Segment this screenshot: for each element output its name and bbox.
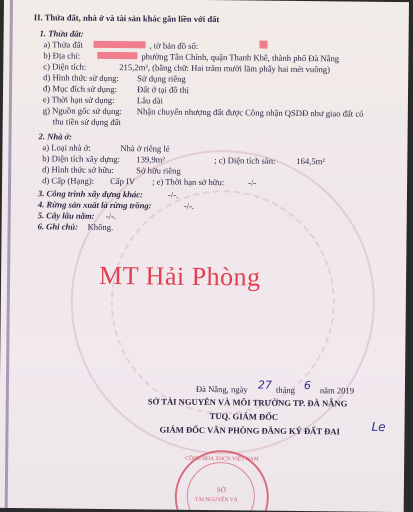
address-label: b) Địa chỉ: bbox=[43, 50, 81, 61]
redaction-mark bbox=[93, 41, 145, 49]
item-3-heading: 3. Công trình xây dựng khác: bbox=[37, 188, 143, 200]
item-2-heading: 2. Nhà ở: bbox=[38, 131, 73, 142]
page-border bbox=[5, 0, 13, 508]
usage-term-value: Lâu dài bbox=[136, 95, 164, 106]
signature-initials: Le bbox=[371, 419, 386, 434]
grade-label: d) Cấp (Hạng): bbox=[42, 175, 95, 186]
seal-top-text: CỘNG HÒA XHCN VIỆT NAM bbox=[185, 455, 259, 463]
origin-value-cont: thu tiền sử dụng đất bbox=[52, 116, 121, 128]
date-month-label: tháng bbox=[275, 384, 296, 395]
map-sheet-label: , tờ bản đồ số: bbox=[149, 40, 199, 51]
ownership-term-label: ; e) Thời hạn sở hữu: bbox=[152, 176, 225, 188]
house-type-label: a) Loại nhà ở: bbox=[42, 142, 91, 153]
org-line-3: GIÁM ĐỐC VĂN PHÒNG ĐĂNG KÝ ĐẤT ĐAI bbox=[159, 424, 340, 437]
item-4-value: -/-. bbox=[183, 200, 195, 211]
usage-form-label: d) Hình thức sử dụng: bbox=[43, 72, 119, 84]
item-6-heading: 6. Ghi chú: bbox=[37, 221, 79, 232]
seal-bottom-text: TÀI NGUYÊN VÀ bbox=[194, 496, 238, 504]
background-emblem-inner bbox=[110, 189, 336, 415]
date-year: năm 2019 bbox=[319, 385, 355, 396]
grade-value: Cấp IV bbox=[110, 176, 136, 187]
origin-label: g) Nguồn gốc sử dụng: bbox=[42, 105, 123, 117]
area-value: 215,2m², (bằng chữ: Hai trăm mười lăm phẩy hai mét vuông) bbox=[119, 62, 331, 75]
origin-value: Nhận chuyển nhượng đất được Công nhận QSDĐ như giao đất có bbox=[136, 106, 364, 119]
usage-form-value: Sử dụng riêng bbox=[137, 73, 186, 84]
section-title: II. Thửa đất, nhà ở và tài sản khác gắn liền với đất bbox=[33, 12, 220, 25]
watermark-text: MT Hải Phòng bbox=[98, 260, 261, 292]
usage-purpose-value: Đất ở tại đô thị bbox=[137, 84, 189, 95]
floor-area-value: 164,5m² bbox=[296, 155, 325, 167]
redaction-mark bbox=[97, 52, 137, 59]
address-value: phường Tân Chính, quận Thanh Khê, thành phố Đà Nẵng bbox=[141, 51, 340, 64]
built-area-label: b) Diện tích xây dựng: bbox=[42, 153, 121, 165]
area-label: c) Diện tích: bbox=[43, 61, 87, 72]
org-line-2: TUQ. GIÁM ĐỐC bbox=[209, 411, 279, 422]
item-4-heading: 4. Rừng sản xuất là rừng trồng: bbox=[37, 199, 152, 211]
seal-middle-text: SỞ bbox=[216, 486, 226, 495]
ownership-form-value: Sở hữu riêng bbox=[136, 165, 181, 176]
floor-area-label: ; c) Diện tích sàn: bbox=[214, 155, 276, 166]
item-3-value: -/-. bbox=[167, 189, 179, 200]
item-5-heading: 5. Cây lâu năm: bbox=[37, 210, 95, 221]
usage-purpose-label: đ) Mục đích sử dụng: bbox=[43, 83, 118, 95]
house-type-value: Nhà ở riêng lẻ bbox=[120, 143, 170, 154]
item-1-heading: 1. Thửa đất: bbox=[39, 28, 84, 39]
item-6-value: Không. bbox=[87, 221, 114, 233]
date-day: 27 bbox=[257, 378, 273, 392]
org-line-1: SỞ TÀI NGUYÊN VÀ MÔI TRƯỜNG TP. ĐÀ NẴNG bbox=[147, 396, 348, 409]
built-area-value: 139,9m² bbox=[136, 154, 165, 165]
item-5-value: -/-. bbox=[105, 210, 117, 222]
date-month: 6 bbox=[303, 379, 312, 393]
redaction-mark bbox=[259, 41, 267, 49]
parcel-label: a) Thửa đất bbox=[43, 39, 83, 50]
ownership-term-value: -/- bbox=[248, 177, 257, 188]
usage-term-label: e) Thời hạn sử dụng: bbox=[42, 94, 115, 106]
date-place: Đà Nẵng, ngày bbox=[195, 383, 248, 395]
ownership-form-label: d) Hình thức sở hữu: bbox=[42, 164, 114, 176]
